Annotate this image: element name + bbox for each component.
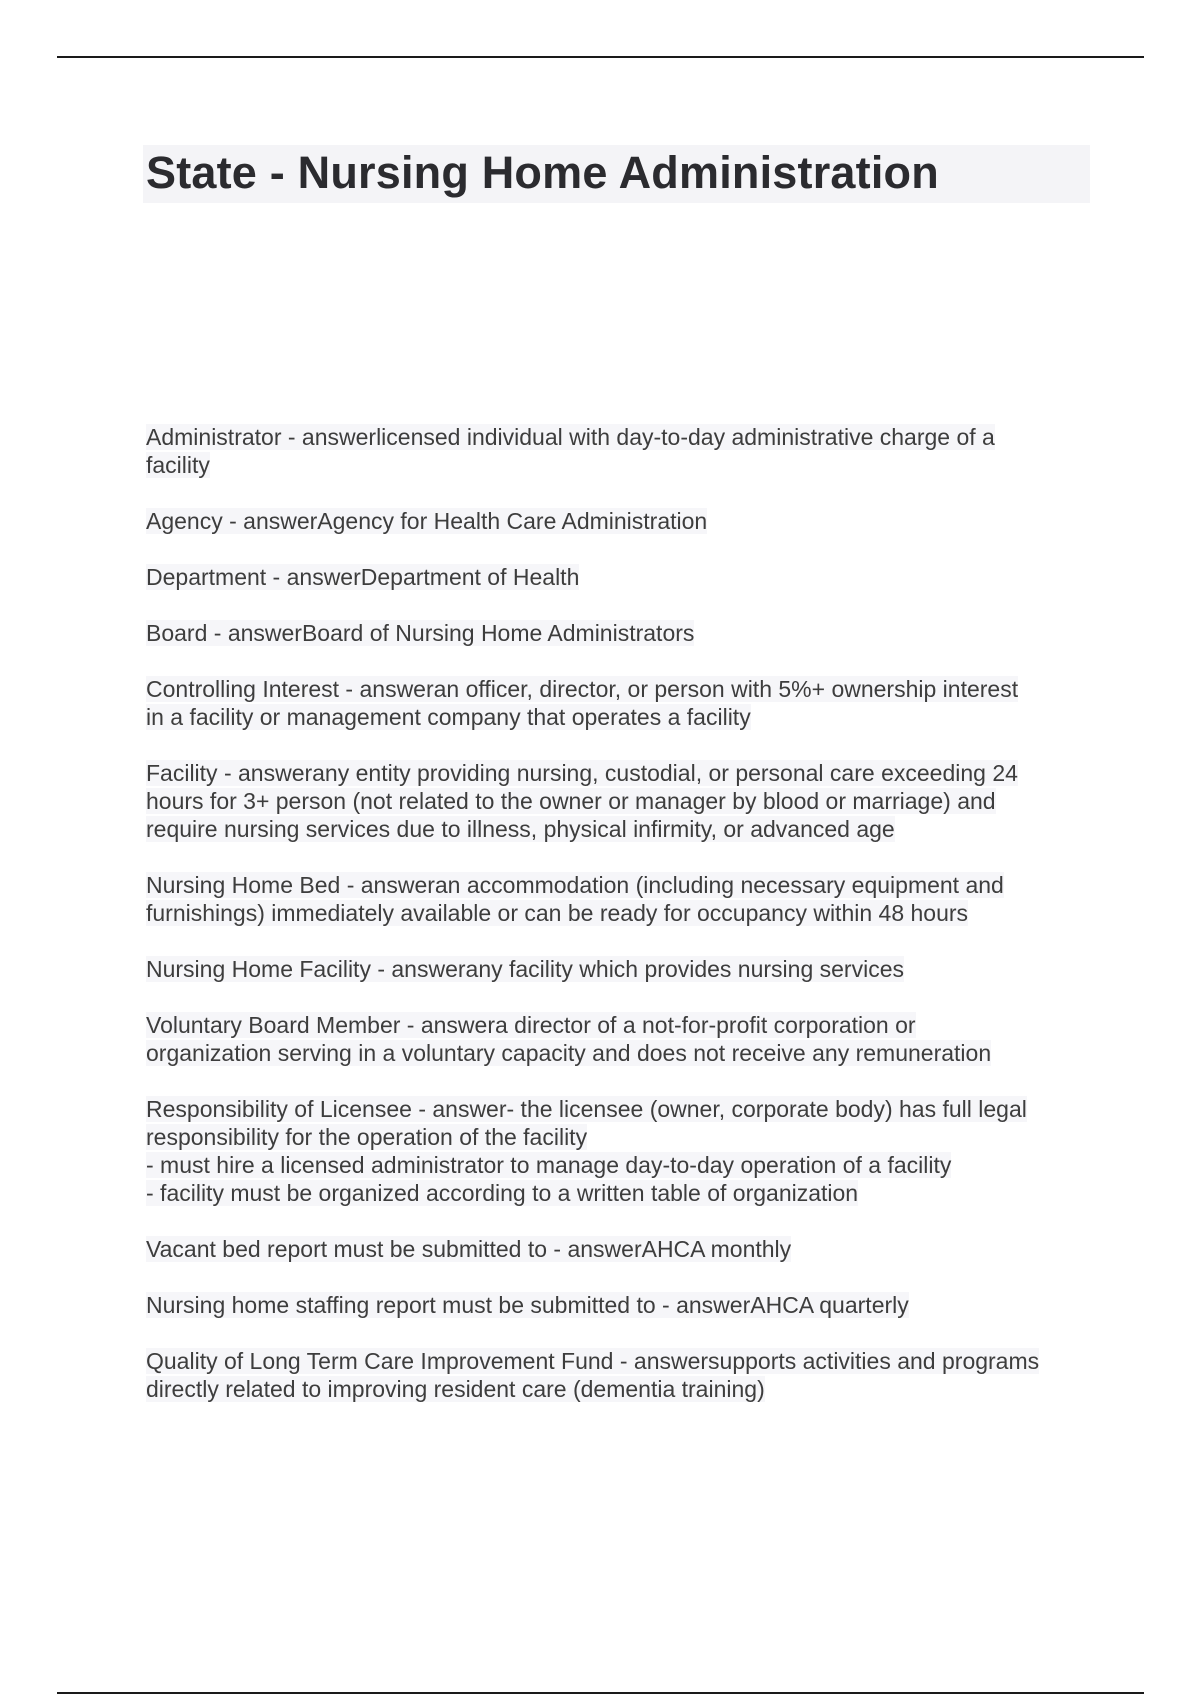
- entry-line: [146, 759, 1096, 787]
- entry-line: [146, 451, 1096, 479]
- flashcard-entry: [146, 1291, 1096, 1319]
- entry-line: [146, 507, 1096, 535]
- entry-line: [146, 675, 1096, 703]
- top-rule: [57, 56, 1144, 58]
- entry-line: [146, 815, 1096, 843]
- entry-line-text: Vacant bed report must be submitted to - answerAHCA monthly: [146, 1236, 792, 1262]
- entry-line-text: Nursing home staffing report must be submitted to - answerAHCA quarterly: [146, 1292, 909, 1318]
- entry-line: [146, 899, 1096, 927]
- entry-line: [146, 1291, 1096, 1319]
- entry-line-text: Board - answerBoard of Nursing Home Administrators: [146, 620, 695, 646]
- entry-line: [146, 619, 1096, 647]
- entry-line: [146, 1011, 1096, 1039]
- entry-line: [146, 423, 1096, 451]
- entry-line-text: responsibility for the operation of the facility: [146, 1124, 588, 1150]
- flashcard-entry: [146, 1011, 1096, 1067]
- entry-line-text: Controlling Interest - answeran officer, director, or person with 5%+ ownership interest: [146, 676, 1019, 702]
- entry-line-text: - must hire a licensed administrator to manage day-to-day operation of a facility: [146, 1152, 952, 1178]
- page-title: State - Nursing Home Administration: [146, 147, 939, 198]
- entry-line: [146, 563, 1096, 591]
- flashcard-entry: [146, 871, 1096, 927]
- entry-line: [146, 955, 1096, 983]
- entry-line: [146, 1375, 1096, 1403]
- entry-line: [146, 1039, 1096, 1067]
- entry-line: [146, 871, 1096, 899]
- entry-line: [146, 1095, 1096, 1123]
- entry-line-text: - facility must be organized according to a written table of organization: [146, 1180, 859, 1206]
- flashcard-list: [146, 423, 1096, 1431]
- entry-line-text: Department - answerDepartment of Health: [146, 564, 580, 590]
- flashcard-entry: [146, 675, 1096, 731]
- entry-line-text: in a facility or management company that operates a facility: [146, 704, 751, 730]
- entry-line-text: Quality of Long Term Care Improvement Fund - answersupports activities and programs: [146, 1348, 1040, 1374]
- flashcard-entry: [146, 507, 1096, 535]
- entry-line: [146, 787, 1096, 815]
- entry-line-text: require nursing services due to illness, physical infirmity, or advanced age: [146, 816, 895, 842]
- entry-line-text: hours for 3+ person (not related to the owner or manager by blood or marriage) and: [146, 788, 996, 814]
- entry-line-text: Agency - answerAgency for Health Care Administration: [146, 508, 708, 534]
- entry-line-text: furnishings) immediately available or can be ready for occupancy within 48 hours: [146, 900, 969, 926]
- entry-line: [146, 1123, 1096, 1151]
- flashcard-entry: [146, 423, 1096, 479]
- flashcard-entry: [146, 1235, 1096, 1263]
- entry-line-text: Facility - answerany entity providing nursing, custodial, or personal care exceeding 24: [146, 760, 1018, 786]
- entry-line-text: Voluntary Board Member - answera director of a not-for-profit corporation or: [146, 1012, 916, 1038]
- flashcard-entry: [146, 1095, 1096, 1207]
- entry-line-text: Nursing Home Facility - answerany facility which provides nursing services: [146, 956, 904, 982]
- bottom-rule: [57, 1692, 1144, 1694]
- entry-line-text: facility: [146, 452, 210, 478]
- entry-line-text: organization serving in a voluntary capacity and does not receive any remuneration: [146, 1040, 992, 1066]
- entry-line-text: Administrator - answerlicensed individual with day-to-day administrative charge of a: [146, 424, 995, 450]
- flashcard-entry: [146, 619, 1096, 647]
- entry-line: [146, 1235, 1096, 1263]
- flashcard-entry: [146, 759, 1096, 843]
- entry-line-text: Responsibility of Licensee - answer- the licensee (owner, corporate body) has full legal: [146, 1096, 1027, 1122]
- entry-line: [146, 1179, 1096, 1207]
- flashcard-entry: [146, 1347, 1096, 1403]
- entry-line: [146, 1347, 1096, 1375]
- entry-line-text: Nursing Home Bed - answeran accommodation (including necessary equipment and: [146, 872, 1004, 898]
- entry-line: [146, 703, 1096, 731]
- entry-line-text: directly related to improving resident care (dementia training): [146, 1376, 765, 1402]
- entry-line: [146, 1151, 1096, 1179]
- flashcard-entry: [146, 955, 1096, 983]
- flashcard-entry: [146, 563, 1096, 591]
